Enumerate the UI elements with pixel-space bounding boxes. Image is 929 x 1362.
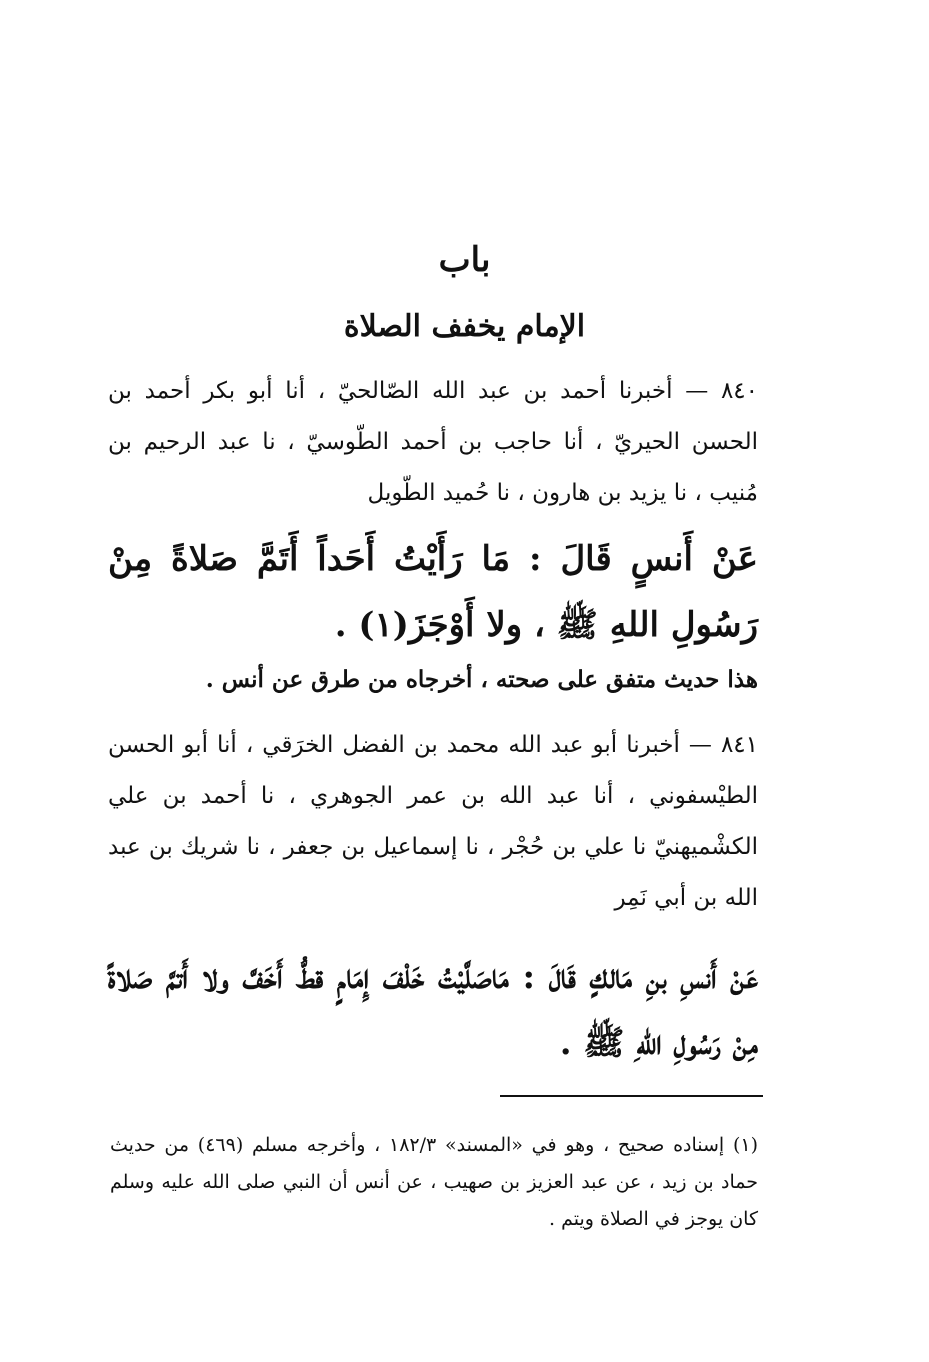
hadith-840-grading: هذا حديث متفق على صحته ، أخرجاه من طرق عن أنس .: [205, 666, 758, 693]
hadith-841-isnad: ٨٤١ — أخبرنا أبو عبد الله محمد بن الفضل الخرَقي ، أنا أبو الحسن الطيْسفوني ، أنا عبد الله بن عمر الجوهري ، نا أحمد بن علي الكشْميهنيّ نا علي بن حُجْر ، نا إسماعيل بن جعفر ، نا شريك بن عبد الله بن أبي نَمِر: [108, 732, 758, 911]
chapter-label: باب: [438, 240, 491, 280]
hadith-840-matn: عَنْ أَنسٍ قَالَ : مَا رَأَيْتُ أَحَداً أَتَمَّ صَلاةً مِنْ رَسُولِ اللهِ ﷺ ، ولا أَوْجَزَ(١) .: [108, 539, 758, 645]
chapter-title: الإمام يخفف الصلاة: [343, 309, 586, 344]
footnote: (١) إسناده صحيح ، وهو في «المسند» ١٨٢/٣ ، وأخرجه مسلم (٤٦٩) من حديث حماد بن زيد ، عن عبد العزيز بن صهيب ، عن أنس أن النبي صلى الله عليه وسلم كان يوجز في الصلاة ويتم .: [110, 1134, 758, 1230]
hadith-840-isnad: ٨٤٠ — أخبرنا أحمد بن عبد الله الصّالحيّ ، أنا أبو بكر أحمد بن الحسن الحيريّ ، أنا حاجب بن أحمد الطّوسيّ ، نا عبد الرحيم بن مُنيب ، نا يزيد بن هارون ، نا حُميد الطّويل: [108, 378, 758, 506]
hadith-841-matn: عَنْ أَنسِ بنِ مَالكٍ قَالَ : مَاصَلَّيْتُ خَلْفَ إِمَامٍ قطُّ أَخَفَّ ولا أَتمَّ صَلاةً مِنْ رَسُولِ اللهِ ﷺ .: [108, 957, 758, 1063]
footnote-separator: [500, 1095, 763, 1097]
